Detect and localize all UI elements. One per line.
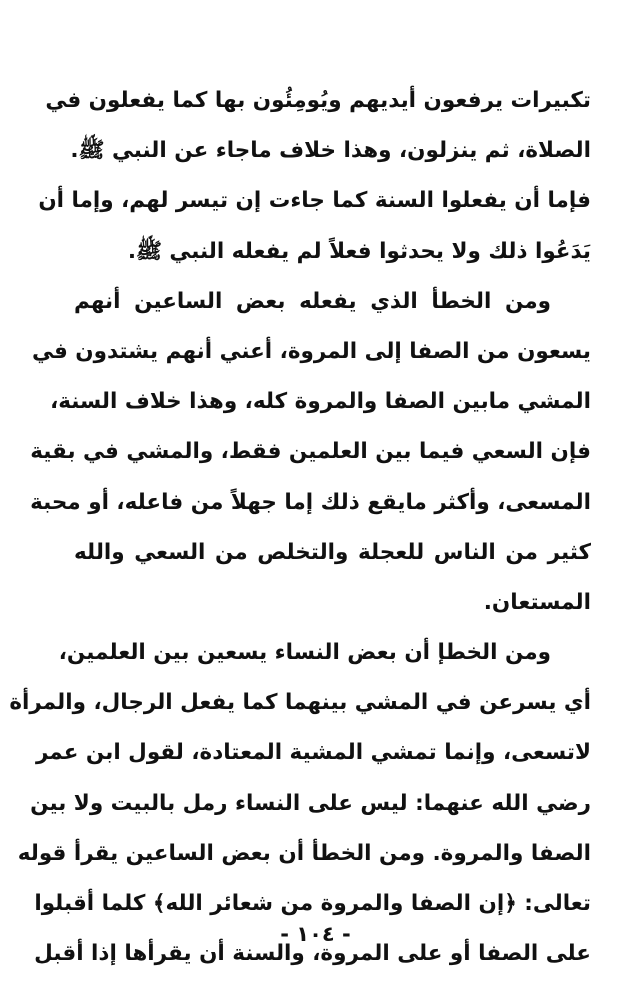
- page-number: - ١٠٤ -: [280, 922, 351, 946]
- text-line-3: فإما أن يفعلوا السنة كما جاءت إن تيسر لهم، وإما أن: [38, 188, 591, 214]
- text-line-17: تعالى: ﴿إن الصفا والمروة من شعائر الله﴾ كلما أقبلوا: [34, 891, 591, 916]
- text-line-10: كثير من الناس للعجلة والتخلص من السعي والله: [74, 539, 591, 565]
- text-line-18: على الصفا أو على المروة، والسنة أن يقرأها إذا أقبل: [34, 941, 591, 967]
- text-line-14: لاتسعى، وإنما تمشي المشية المعتادة، لقول ابن عمر: [35, 740, 591, 766]
- text-line-16: الصفا والمروة. ومن الخطأ أن بعض الساعين يقرأ قوله: [17, 840, 591, 866]
- page-body-text: [9, 76, 591, 979]
- text-line-15: رضي الله عنهما: ليس على النساء رمل بالبيت ولا بين: [30, 790, 591, 816]
- text-line-5: ومن الخطأ الذي يفعله بعض الساعين أنهم: [74, 288, 551, 314]
- text-line-6: يسعون من الصفا إلى المروة، أعني أنهم يشتدون في: [31, 338, 591, 364]
- text-line-9: المسعى، وأكثر مايقع ذلك إما جهلاً من فاعله، أو محبة: [30, 489, 591, 515]
- text-line-4: يَدَعُوا ذلك ولا يحدثوا فعلاً لم يفعله النبي ﷺ.: [127, 238, 591, 264]
- text-line-12: ومن الخطإ أن بعض النساء يسعين بين العلمين،: [58, 640, 551, 666]
- text-line-1: تكبيرات يرفعون أيديهم ويُومِئُون بها كما يفعلون في: [45, 88, 591, 113]
- text-line-11: المستعان.: [483, 589, 591, 615]
- text-line-8: فإن السعي فيما بين العلمين فقط، والمشي في بقية: [30, 439, 591, 465]
- text-line-7: المشي مابين الصفا والمروة كله، وهذا خلاف السنة،: [50, 389, 591, 415]
- text-line-13: أي يسرعن في المشي بينهما كما يفعل الرجال، والمرأة: [9, 690, 591, 716]
- text-line-2: الصلاة، ثم ينزلون، وهذا خلاف ماجاء عن النبي ﷺ.: [70, 138, 591, 164]
